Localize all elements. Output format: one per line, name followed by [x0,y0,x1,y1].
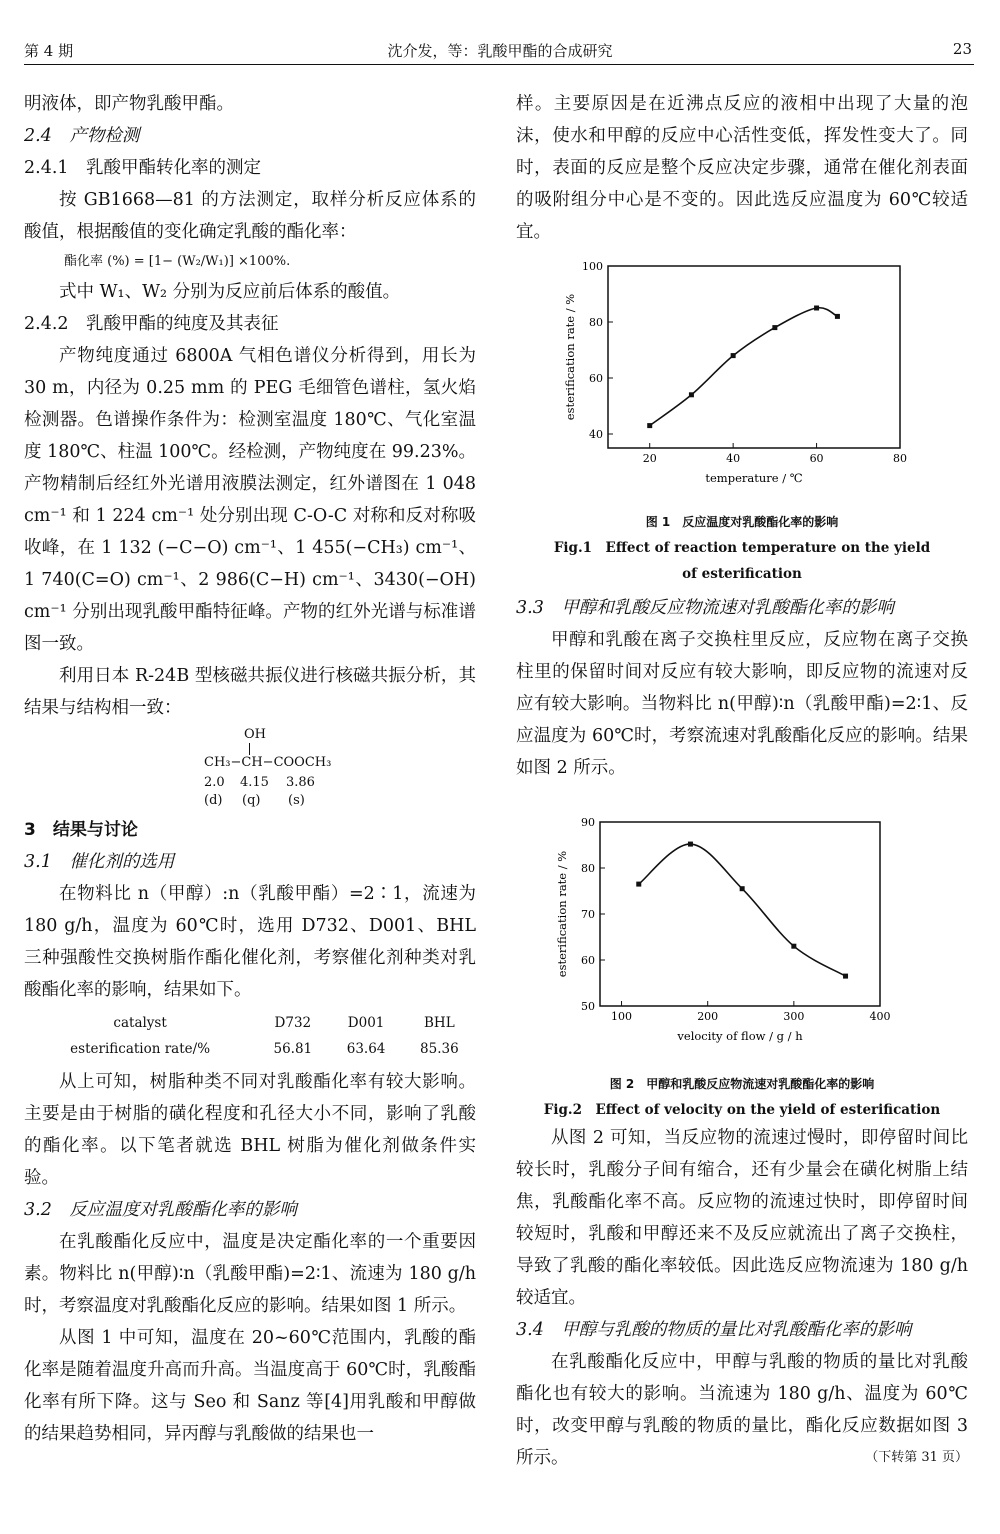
paragraph: 在物料比 n（甲醇）:n（乳酸甲酯）=2∶1，流速为 180 g/h，温度为 60℃时，选用 D732、D001、BHL 三种强酸性交换树脂作酯化催化剂，考察催化剂种类对乳酸酯化率的影响，结果如下。 [24,884,476,1000]
header-rule [24,64,974,65]
table-row [24,1036,476,1062]
plot-frame [608,266,900,448]
table-cell: 85.36 [420,1041,459,1057]
running-title: 沈介发，等：乳酸甲酯的合成研究 [387,42,613,60]
x-tick-label: 60 [809,452,824,465]
paragraph [516,1346,968,1474]
figure-1 [516,262,968,582]
catalyst-table [24,1010,476,1062]
y-tick-label: 40 [589,428,603,441]
nmr-shift: 4.15 [240,775,269,790]
x-axis-label: velocity of flow / g / h [677,1029,803,1043]
paragraph: 产物纯度通过 6800A 气相色谱仪分析得到，用长为 30 m，内径为 0.25 mm 的 PEG 毛细管色谱柱，氢火焰检测器。色谱操作条件为：检测室温度 180℃、气化室温度 180℃、柱温 100℃。经检测，产物纯度在 99.23%。产物精制后经红外光谱用液膜法测定，红外谱图在 1 048 cm⁻¹ 和 1 224 cm⁻¹ 处分别出现 C-O-C 对称和反对称吸收峰，在 1 132 (−C−O) cm⁻¹、1 455(−CH₃) cm⁻¹、1 740(C=O) cm⁻¹、2 986(C−H) cm⁻¹、3430(−OH) cm⁻¹ 分别出现乳酸甲酯特征峰。产物的红外光谱与标准谱图一致。 [24,346,476,654]
section-heading-3-1: 3.1 催化剂的选用 [24,852,175,872]
continued-note: （下转第 31 页） [865,1450,968,1465]
figure-1-chart [516,262,968,498]
section-heading-3: 3 结果与讨论 [24,820,138,840]
nmr-multiplicity: (q) [242,793,261,808]
section-heading-2-4: 2.4 产物检测 [24,126,140,146]
y-axis-label: esterification rate / % [555,850,569,978]
y-tick-label: 60 [581,954,595,967]
paragraph-text: 在乳酸酯化反应中，甲醇与乳酸的物质的量比对乳酸酯化也有较大的影响。当流速为 180 g/h、温度为 60℃时，改变甲醇与乳酸的物质的量比，酯化反应数据如图 3 所示。 [516,1352,968,1468]
running-header [0,22,1000,62]
section-heading-3-4: 3.4 甲醇与乳酸的物质的量比对乳酸酯化率的影响 [516,1320,912,1340]
paragraph: 明液体，即产物乳酸甲酯。 [24,94,234,114]
chemical-structure [204,726,404,812]
y-tick-label: 70 [581,908,595,921]
data-point [688,842,693,847]
y-tick-label: 60 [589,372,603,385]
y-tick-label: 90 [581,816,595,829]
figure-2-caption-en: Fig.2 Effect of velocity on the yield of esterification [543,1102,941,1118]
table-cell: 63.64 [346,1041,386,1057]
x-tick-label: 20 [642,452,657,465]
data-point [647,423,652,428]
paragraph: 甲醇和乳酸在离子交换柱里反应，反应物在离子交换柱里的保留时间对反应有较大影响，即反应物的流速对反应有较大影响。当物料比 n(甲醇)∶n（乳酸甲酯)=2∶1、反应温度为 60℃时，考察流速对乳酸酯化反应的影响。结果如图 2 所示。 [516,630,968,778]
y-axis-label: esterification rate / % [563,293,577,421]
paragraph: 在乳酸酯化反应中，温度是决定酯化率的一个重要因素。物料比 n(甲醇)∶n（乳酸甲酯)=2∶1、流速为 180 g/h 时，考察温度对乳酸酯化反应的影响。结果如图 1 所示。 [24,1232,476,1316]
plot-frame [600,822,880,1006]
section-heading-3-2: 3.2 反应温度对乳酸酯化率的影响 [24,1200,297,1220]
figure-2 [516,806,968,1122]
x-tick-label: 100 [611,1010,633,1023]
nmr-multiplicity: (d) [204,793,223,808]
data-point [791,944,796,949]
table-cell: esterification rate/% [70,1041,211,1057]
formula: 酯化率 (%) = [1− (W₂/W₁)] ×100%. [64,254,291,269]
x-tick-label: 400 [869,1010,891,1023]
paragraph: 从图 2 可知，当反应物的流速过慢时，即停留时间比较长时，乳酸分子间有缩合，还有少量会在磺化树脂上结焦，乳酸酯化率不高。反应物的流速过快时，即停留时间较短时，乳酸和甲醇还来不及反应就流出了离子交换柱，导致了乳酸的酯化率较低。因此选反应物流速为 180 g/h 较适宜。 [516,1128,968,1308]
data-point [689,392,694,397]
table-cell: D732 [274,1015,312,1031]
table-cell: BHL [424,1015,455,1031]
left-column [24,88,476,1450]
paragraph: 从图 1 中可知，温度在 20~60℃范围内，乳酸的酯化率是随着温度升高而升高。当温度高于 60℃时，乳酸酯化率有所下降。这与 Seo 和 Sanz 等[4]用乳酸和甲醇做的结果趋势相同，异丙醇与乳酸做的结果也一 [24,1328,476,1444]
y-tick-label: 50 [581,1000,595,1013]
figure-1-caption-cn: 图 1 反应温度对乳酸酯化率的影响 [645,515,839,529]
paragraph: 利用日本 R-24B 型核磁共振仪进行核磁共振分析，其结果与结构相一致： [24,666,476,718]
data-point [814,306,819,311]
paragraph: 从上可知，树脂种类不同对乳酸酯化率有较大影响。主要是由于树脂的磺化程度和孔径大小不同，影响了乳酸的酯化率。以下笔者就选 BHL 树脂为催化剂做条件实验。 [24,1072,476,1188]
figure-2-chart [516,806,968,1060]
section-heading-3-3: 3.3 甲醇和乳酸反应物流速对乳酸酯化率的影响 [516,598,894,618]
x-tick-label: 40 [726,452,741,465]
data-point [636,882,641,887]
data-point [731,353,736,358]
paragraph: 样。主要原因是在近沸点反应的液相中出现了大量的泡沫，使水和甲醇的反应中心活性变低，挥发性变大了。同时，表面的反应是整个反应决定步骤，通常在催化剂表面的吸附组分中心是不变的。因此选反应温度为 60℃较适宜。 [516,94,968,242]
x-tick-label: 80 [893,452,907,465]
y-tick-label: 100 [582,262,603,273]
series-line [639,844,846,976]
paragraph: 式中 W₁、W₂ 分别为反应前后体系的酸值。 [59,282,401,302]
data-point [740,886,745,891]
table-cell: 56.81 [273,1041,313,1057]
data-point [843,974,848,979]
nmr-multiplicity: (s) [288,793,305,808]
y-tick-label: 80 [589,316,603,329]
issue-number: 第 4 期 [24,42,74,60]
x-tick-label: 300 [783,1010,805,1023]
figure-1-caption-en: Fig.1 Effect of reaction temperature on the yield [553,540,931,556]
section-heading-2-4-2: 2.4.2 乳酸甲酯的纯度及其表征 [24,314,279,334]
x-tick-label: 200 [697,1010,719,1023]
x-axis-label: temperature / ℃ [705,471,803,485]
table-cell: catalyst [113,1015,167,1031]
page-number: 23 [952,40,972,58]
table-cell: D001 [347,1015,385,1031]
nmr-shift: 3.86 [286,775,315,790]
table-row [24,1010,476,1036]
section-heading-2-4-1: 2.4.1 乳酸甲酯转化率的测定 [24,158,262,178]
nmr-shift: 2.0 [204,775,225,790]
data-point [835,314,840,319]
figure-1-caption-en: of esterification [682,566,802,582]
figure-2-caption-cn: 图 2 甲醇和乳酸反应物流速对乳酸酯化率的影响 [609,1077,875,1091]
structure-oh: OH [244,727,266,742]
y-tick-label: 80 [581,862,595,875]
data-point [772,325,777,330]
series-line [650,308,838,426]
right-column [516,88,968,1474]
structure-formula: CH₃−CH−COOCH₃ [204,755,332,770]
paragraph: 按 GB1668—81 的方法测定，取样分析反应体系的酸值，根据酸值的变化确定乳酸的酯化率： [24,190,476,242]
